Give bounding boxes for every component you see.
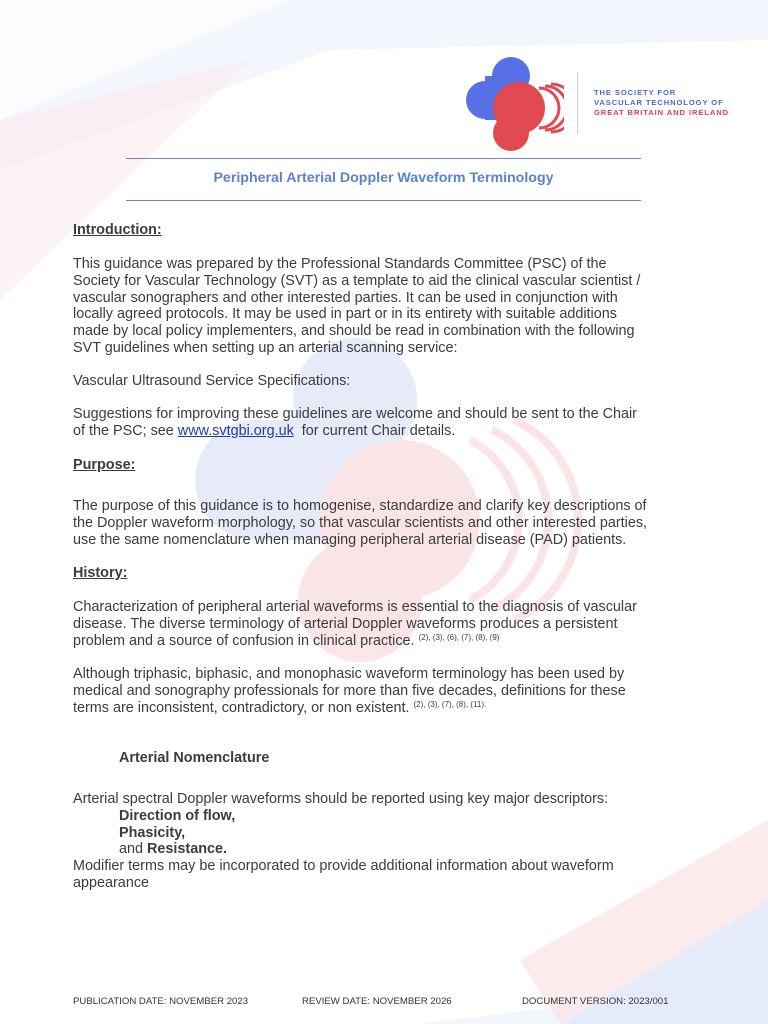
paragraph-line: made by local policy implementers, and should be read in combination with the following [73,323,635,340]
paragraph-line: appearance [73,874,150,891]
paragraph-line: the Doppler waveform morphology, so that vascular scientists and other interested parties, [73,514,648,531]
paragraph-line: SVT guidelines when setting up an arterial scanning service: [73,339,458,356]
history-heading: History: [73,565,128,581]
publication-date: PUBLICATION DATE: NOVEMBER 2023 [73,996,249,1007]
history-line-text: terms are inconsistent, contradictory, or non existent. [73,699,410,716]
paragraph-line: Vascular Ultrasound Service Specifications: [73,373,351,389]
suggestions-paragraph [73,406,713,440]
history-line-text: problem and a source of confusion in clinical practice. [73,632,415,649]
suggestions-prefix: of the PSC; see [73,422,178,439]
introduction-heading: Introduction: [73,222,162,238]
paragraph-line: medical and sonography professionals for more than five decades, definitions for these [73,682,626,699]
paragraph-line: locally agreed protocols. It may be used in part or in its entirety with suitable additions [73,306,617,323]
introduction-paragraph [73,256,713,357]
paragraph-line: disease. The diverse terminology of arterial Doppler waveforms produces a persistent [73,615,618,632]
svt-logo-icon [464,56,564,152]
paragraph-line [73,633,713,650]
paragraph-line [73,700,713,717]
nomenclature-heading: Arterial Nomenclature [119,750,270,766]
paragraph-line: The purpose of this guidance is to homogenise, standardize and clarify key descriptions of [73,498,647,514]
paragraph-line: use the same nomenclature when managing peripheral arterial disease (PAD) patients. [73,531,627,548]
history-paragraph-2 [73,666,713,716]
descriptor-direction: Direction of flow, [119,807,236,824]
org-name-line-2: VASCULAR TECHNOLOGY OF [594,98,724,107]
svt-website-link[interactable]: www.svtgbi.org.uk [177,422,294,439]
title-rule-bottom [126,200,641,201]
descriptor-resistance-text: Resistance. [147,841,228,858]
service-specifications-text [73,373,713,390]
document-version: DOCUMENT VERSION: 2023/001 [522,996,669,1007]
suggestions-suffix: for current Chair details. [293,422,456,439]
document-title: Peripheral Arterial Doppler Waveform Terminology [213,170,554,186]
paragraph-line: Modifier terms may be incorporated to provide additional information about waveform [73,858,614,875]
paragraph-line: Arterial spectral Doppler waveforms should be reported using key major descriptors: [73,791,609,807]
org-name [594,88,729,118]
paragraph-line: This guidance was prepared by the Professional Standards Committee (PSC) of the [73,256,607,272]
nomenclature-paragraph [73,791,713,892]
paragraph-line: Society for Vascular Technology (SVT) as a template to aid the clinical vascular scientist / [73,272,641,289]
paragraph-line: Characterization of peripheral arterial waveforms is essential to the diagnosis of vascular [73,599,637,615]
paragraph-line: vascular sonographers and other interested parties. It can be used in conjunction with [73,289,618,306]
descriptor-prefix: and [119,841,148,858]
descriptor-resistance [73,841,713,858]
org-name-line-3: GREAT BRITAIN AND IRELAND [594,108,729,117]
descriptor-phasicity: Phasicity, [119,824,186,841]
reference-citations: (2), (3), (6), (7), (8), (9) [418,632,500,642]
reference-citations: (2), (3), (7), (8), (11). [413,699,487,709]
review-date: REVIEW DATE: NOVEMBER 2026 [302,996,452,1007]
history-paragraph-1 [73,599,713,649]
paragraph-line [73,423,713,440]
paragraph-line: Although triphasic, biphasic, and monophasic waveform terminology has been used by [73,666,625,682]
purpose-heading: Purpose: [73,457,136,473]
paragraph-line: Suggestions for improving these guidelines are welcome and should be sent to the Chair [73,406,637,422]
purpose-paragraph [73,498,713,548]
org-name-line-1: THE SOCIETY FOR [594,88,677,97]
logo-divider [577,72,578,134]
title-rule-top [126,158,641,159]
